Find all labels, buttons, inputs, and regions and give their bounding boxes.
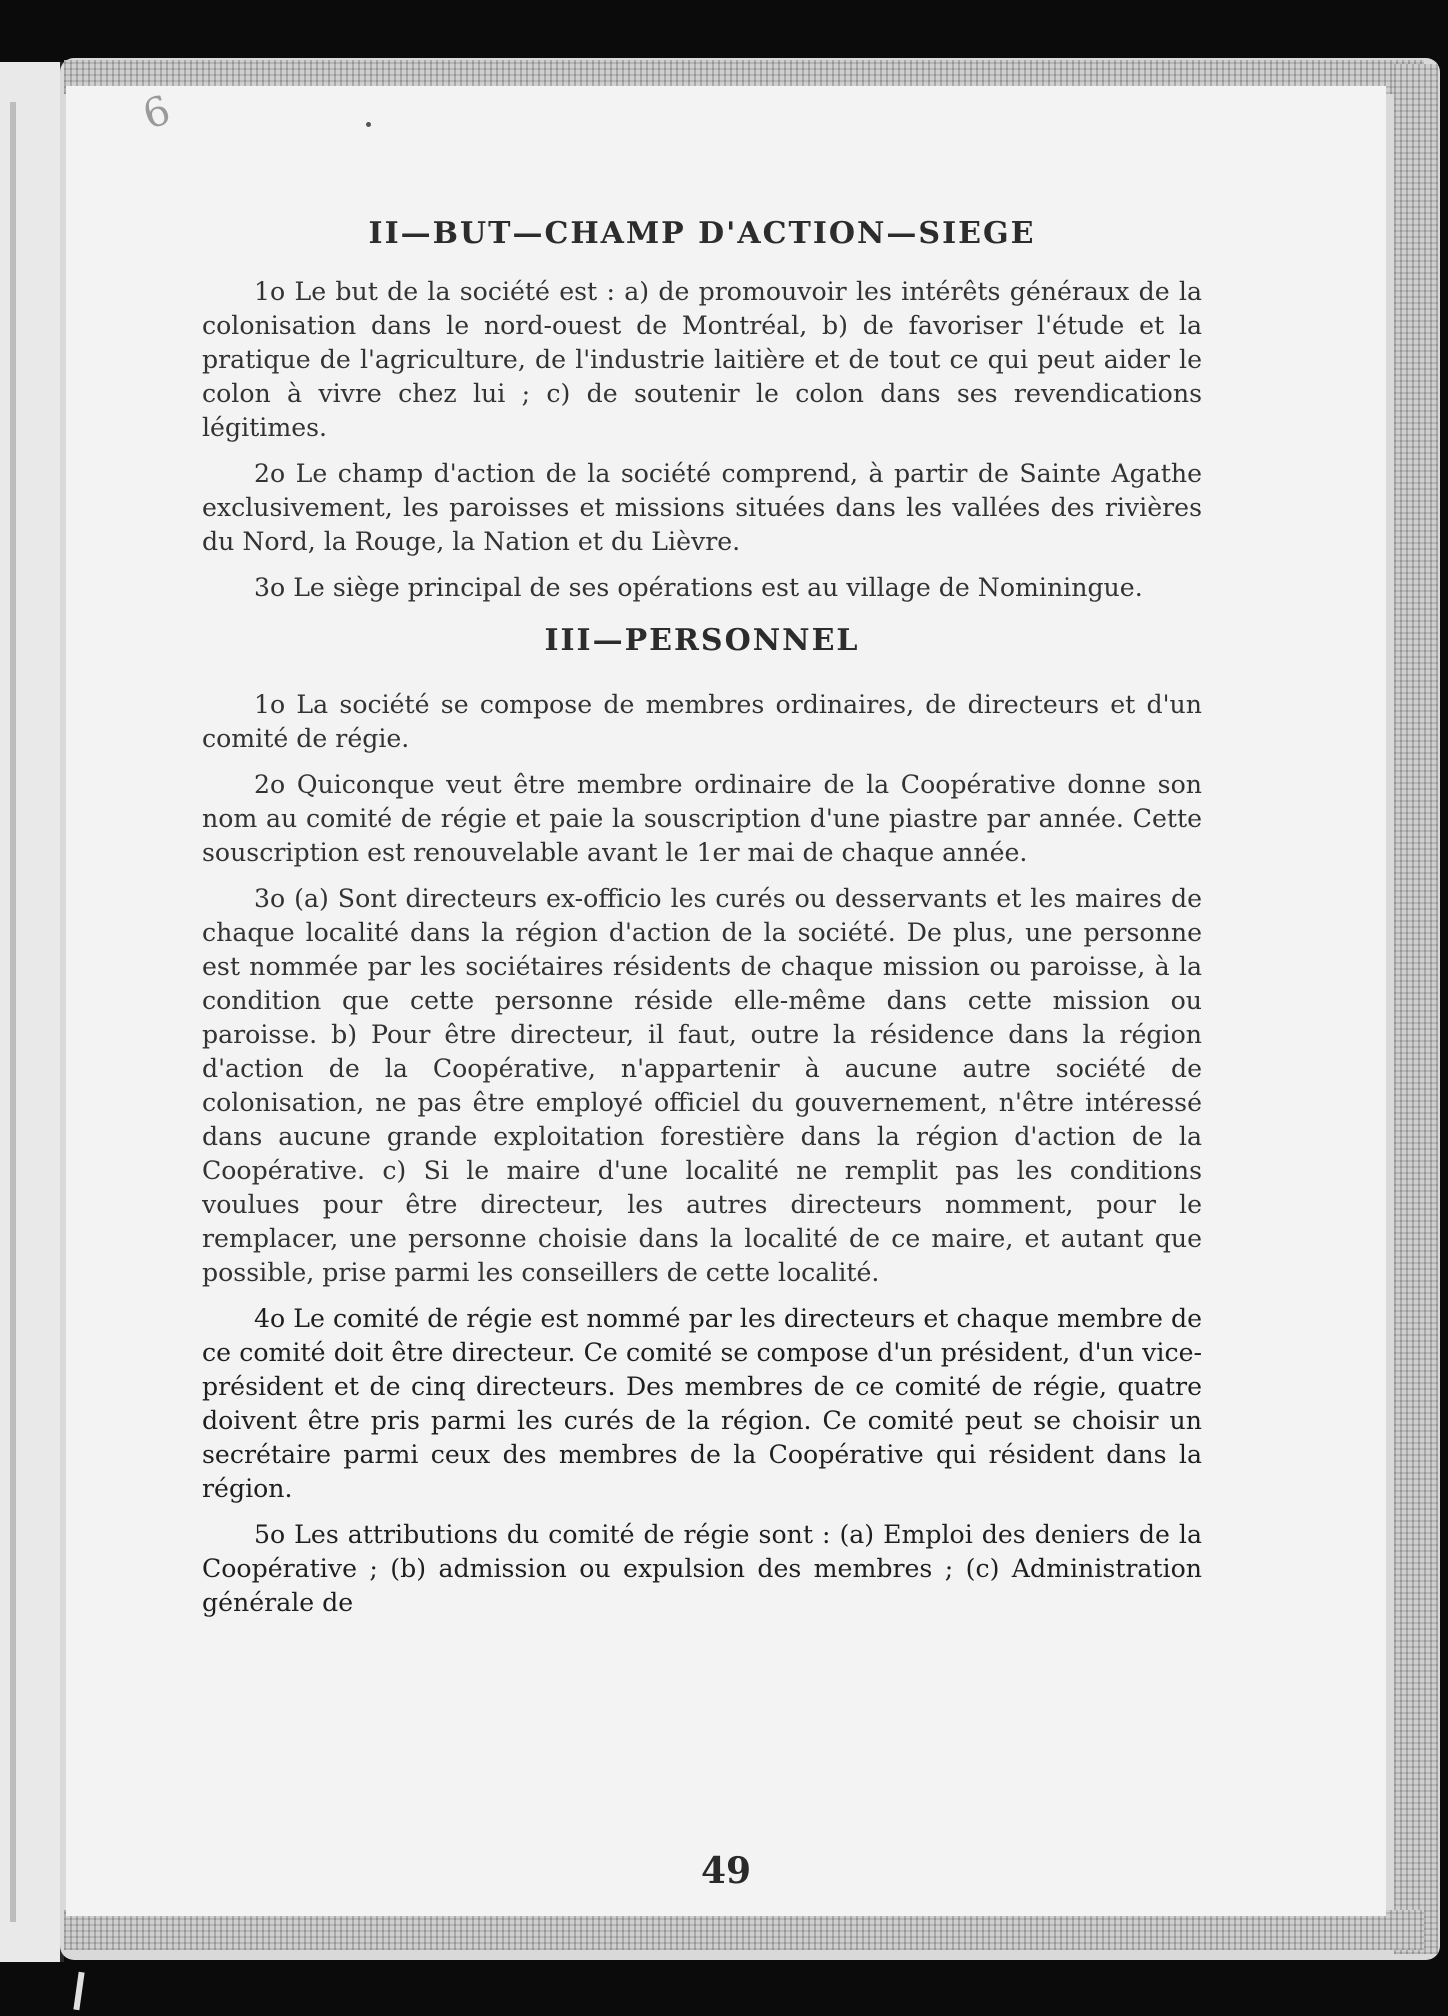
paragraph-2: 2o Le champ d'action de la société comprend, à partir de Sainte Agathe exclusivement, les paroisses et missions situées dans les vallées des rivières du Nord, la Rouge, la Nation et du Lièvre.	[202, 459, 1202, 556]
paragraph-4: 1o La société se compose de membres ordinaires, de directeurs et d'un comité de régie.	[202, 690, 1202, 753]
page-body	[202, 216, 1202, 1632]
paragraph-8: 5o Les attributions du comité de régie sont : (a) Emploi des deniers de la Coopérative ; (b) admission ou expulsion des membres ; (c) Administration générale de	[202, 1520, 1202, 1617]
page-edge-line	[10, 102, 16, 1922]
cloth-border-bottom	[64, 1910, 1424, 1950]
ink-dot	[366, 122, 371, 127]
section-heading-personnel: III—PERSONNEL	[544, 623, 860, 658]
scan-artifact	[73, 1972, 84, 2010]
cloth-border-right	[1394, 64, 1438, 1954]
page-number: 49	[700, 1850, 752, 1892]
document-page	[66, 86, 1386, 1916]
paragraph-3: 3o Le siège principal de ses opérations est au village de Nominingue.	[254, 573, 1143, 602]
paragraph-7: 4o Le comité de régie est nommé par les directeurs et chaque membre de ce comité doit être directeur. Ce comité se compose d'un président, d'un vice-président et de cinq directeurs. Des membres de ce comité de régie, quatre doivent être pris parmi les curés de la région. Ce comité peut se choisir un secrétaire parmi ceux des membres de la Coopérative qui résident dans la région.	[202, 1304, 1202, 1503]
paragraph-1: 1o Le but de la société est : a) de promouvoir les intérêts généraux de la colonisation dans le nord-ouest de Montréal, b) de favoriser l'étude et la pratique de l'agriculture, de l'industrie laitière et de tout ce qui peut aider le colon à vivre chez lui ; c) de soutenir le colon dans ses revendications légitimes.	[202, 277, 1202, 442]
paragraph-5: 2o Quiconque veut être membre ordinaire de la Coopérative donne son nom au comité de régie et paie la souscription d'une piastre par année. Cette souscription est renouvelable avant le 1er mai de chaque année.	[202, 770, 1202, 867]
previous-page-edge	[0, 62, 64, 1962]
handwritten-page-mark: 6	[137, 87, 176, 139]
section-heading-but-champ-action-siege: II—BUT—CHAMP D'ACTION—SIEGE	[368, 216, 1036, 251]
paragraph-6: 3o (a) Sont directeurs ex-officio les curés ou desservants et les maires de chaque localité dans la région d'action de la société. De plus, une personne est nommée par les sociétaires résidents de chaque mission ou paroisse, à la condition que cette personne réside elle-même dans cette mission ou paroisse. b) Pour être directeur, il faut, outre la résidence dans la région d'action de la Coopérative, n'appartenir à aucune autre société de colonisation, ne pas être employé officiel du gouvernement, n'être intéressé dans aucune grande exploitation forestière dans la région d'action de la Coopérative. c) Si le maire d'une localité ne remplit pas les conditions voulues pour être directeur, les autres directeurs nomment, pour le remplacer, une personne choisie dans la localité de ce maire, et autant que possible, prise parmi les conseillers de cette localité.	[202, 884, 1202, 1287]
